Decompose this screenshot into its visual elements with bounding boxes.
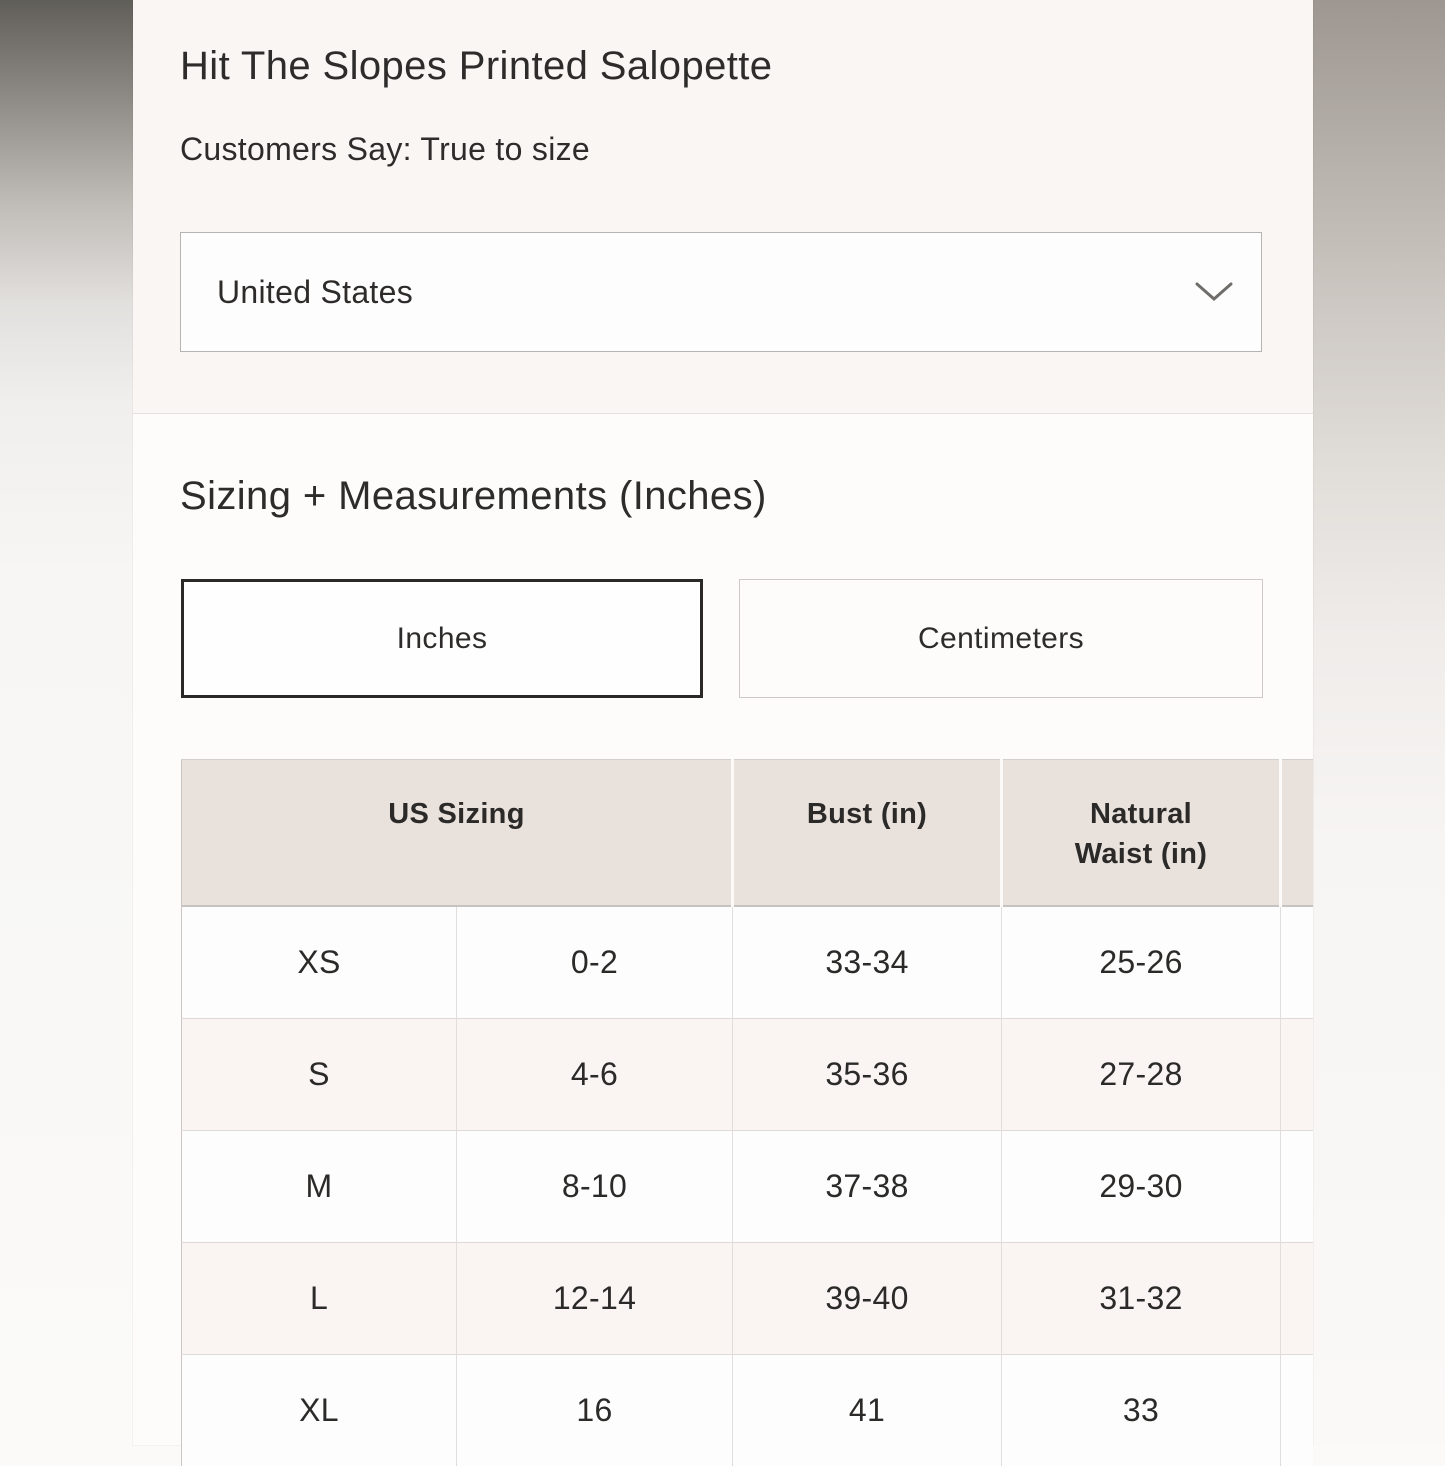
header-cell-natural-waist: Natural Waist (in) [1002,760,1281,907]
background-gradient-right [1313,0,1445,1445]
cell-waist: 33 [1002,1355,1281,1466]
cell-waist: 27-28 [1002,1019,1281,1131]
table-row [182,1019,1314,1131]
background-gradient-left [0,0,133,1445]
cell-bust: 35-36 [733,1019,1002,1131]
cell-extra [1281,906,1314,1019]
cell-extra [1281,1355,1314,1466]
table-row [182,1243,1314,1355]
sizing-heading: Sizing + Measurements (Inches) [180,474,767,519]
table-row [182,1131,1314,1243]
cell-size-label: S [182,1019,457,1131]
header-cell-bust: Bust (in) [733,760,1002,907]
sizing-section [133,414,1313,1445]
cell-size-label: L [182,1243,457,1355]
cell-extra [1281,1019,1314,1131]
cell-bust: 37-38 [733,1131,1002,1243]
product-sizing-page [133,0,1313,1445]
cell-bust: 33-34 [733,906,1002,1019]
header-cell-us-sizing: US Sizing [182,760,733,907]
cell-extra [1281,1243,1314,1355]
product-info-section [133,0,1313,413]
size-chart-table [181,759,1313,1466]
unit-toggle-centimeters[interactable]: Centimeters [739,579,1263,698]
cell-size-label: XS [182,906,457,1019]
cell-us-size: 8-10 [457,1131,733,1243]
fit-note: Customers Say: True to size [180,131,590,168]
product-title: Hit The Slopes Printed Salopette [180,42,772,90]
country-selector[interactable] [180,232,1262,352]
country-selector-value: United States [217,274,413,311]
cell-size-label: XL [182,1355,457,1466]
cell-size-label: M [182,1131,457,1243]
cell-bust: 41 [733,1355,1002,1466]
unit-toggle-inches[interactable]: Inches [181,579,703,698]
header-cell-extra [1281,760,1314,907]
size-chart-container [181,759,1313,1466]
cell-waist: 25-26 [1002,906,1281,1019]
cell-us-size: 4-6 [457,1019,733,1131]
cell-bust: 39-40 [733,1243,1002,1355]
cell-extra [1281,1131,1314,1243]
cell-us-size: 0-2 [457,906,733,1019]
cell-us-size: 16 [457,1355,733,1466]
cell-waist: 31-32 [1002,1243,1281,1355]
table-row [182,906,1314,1019]
cell-waist: 29-30 [1002,1131,1281,1243]
cell-us-size: 12-14 [457,1243,733,1355]
table-row [182,1355,1314,1466]
chevron-down-icon [1195,282,1233,302]
header-row [182,760,1314,907]
size-table-body [182,906,1314,1466]
